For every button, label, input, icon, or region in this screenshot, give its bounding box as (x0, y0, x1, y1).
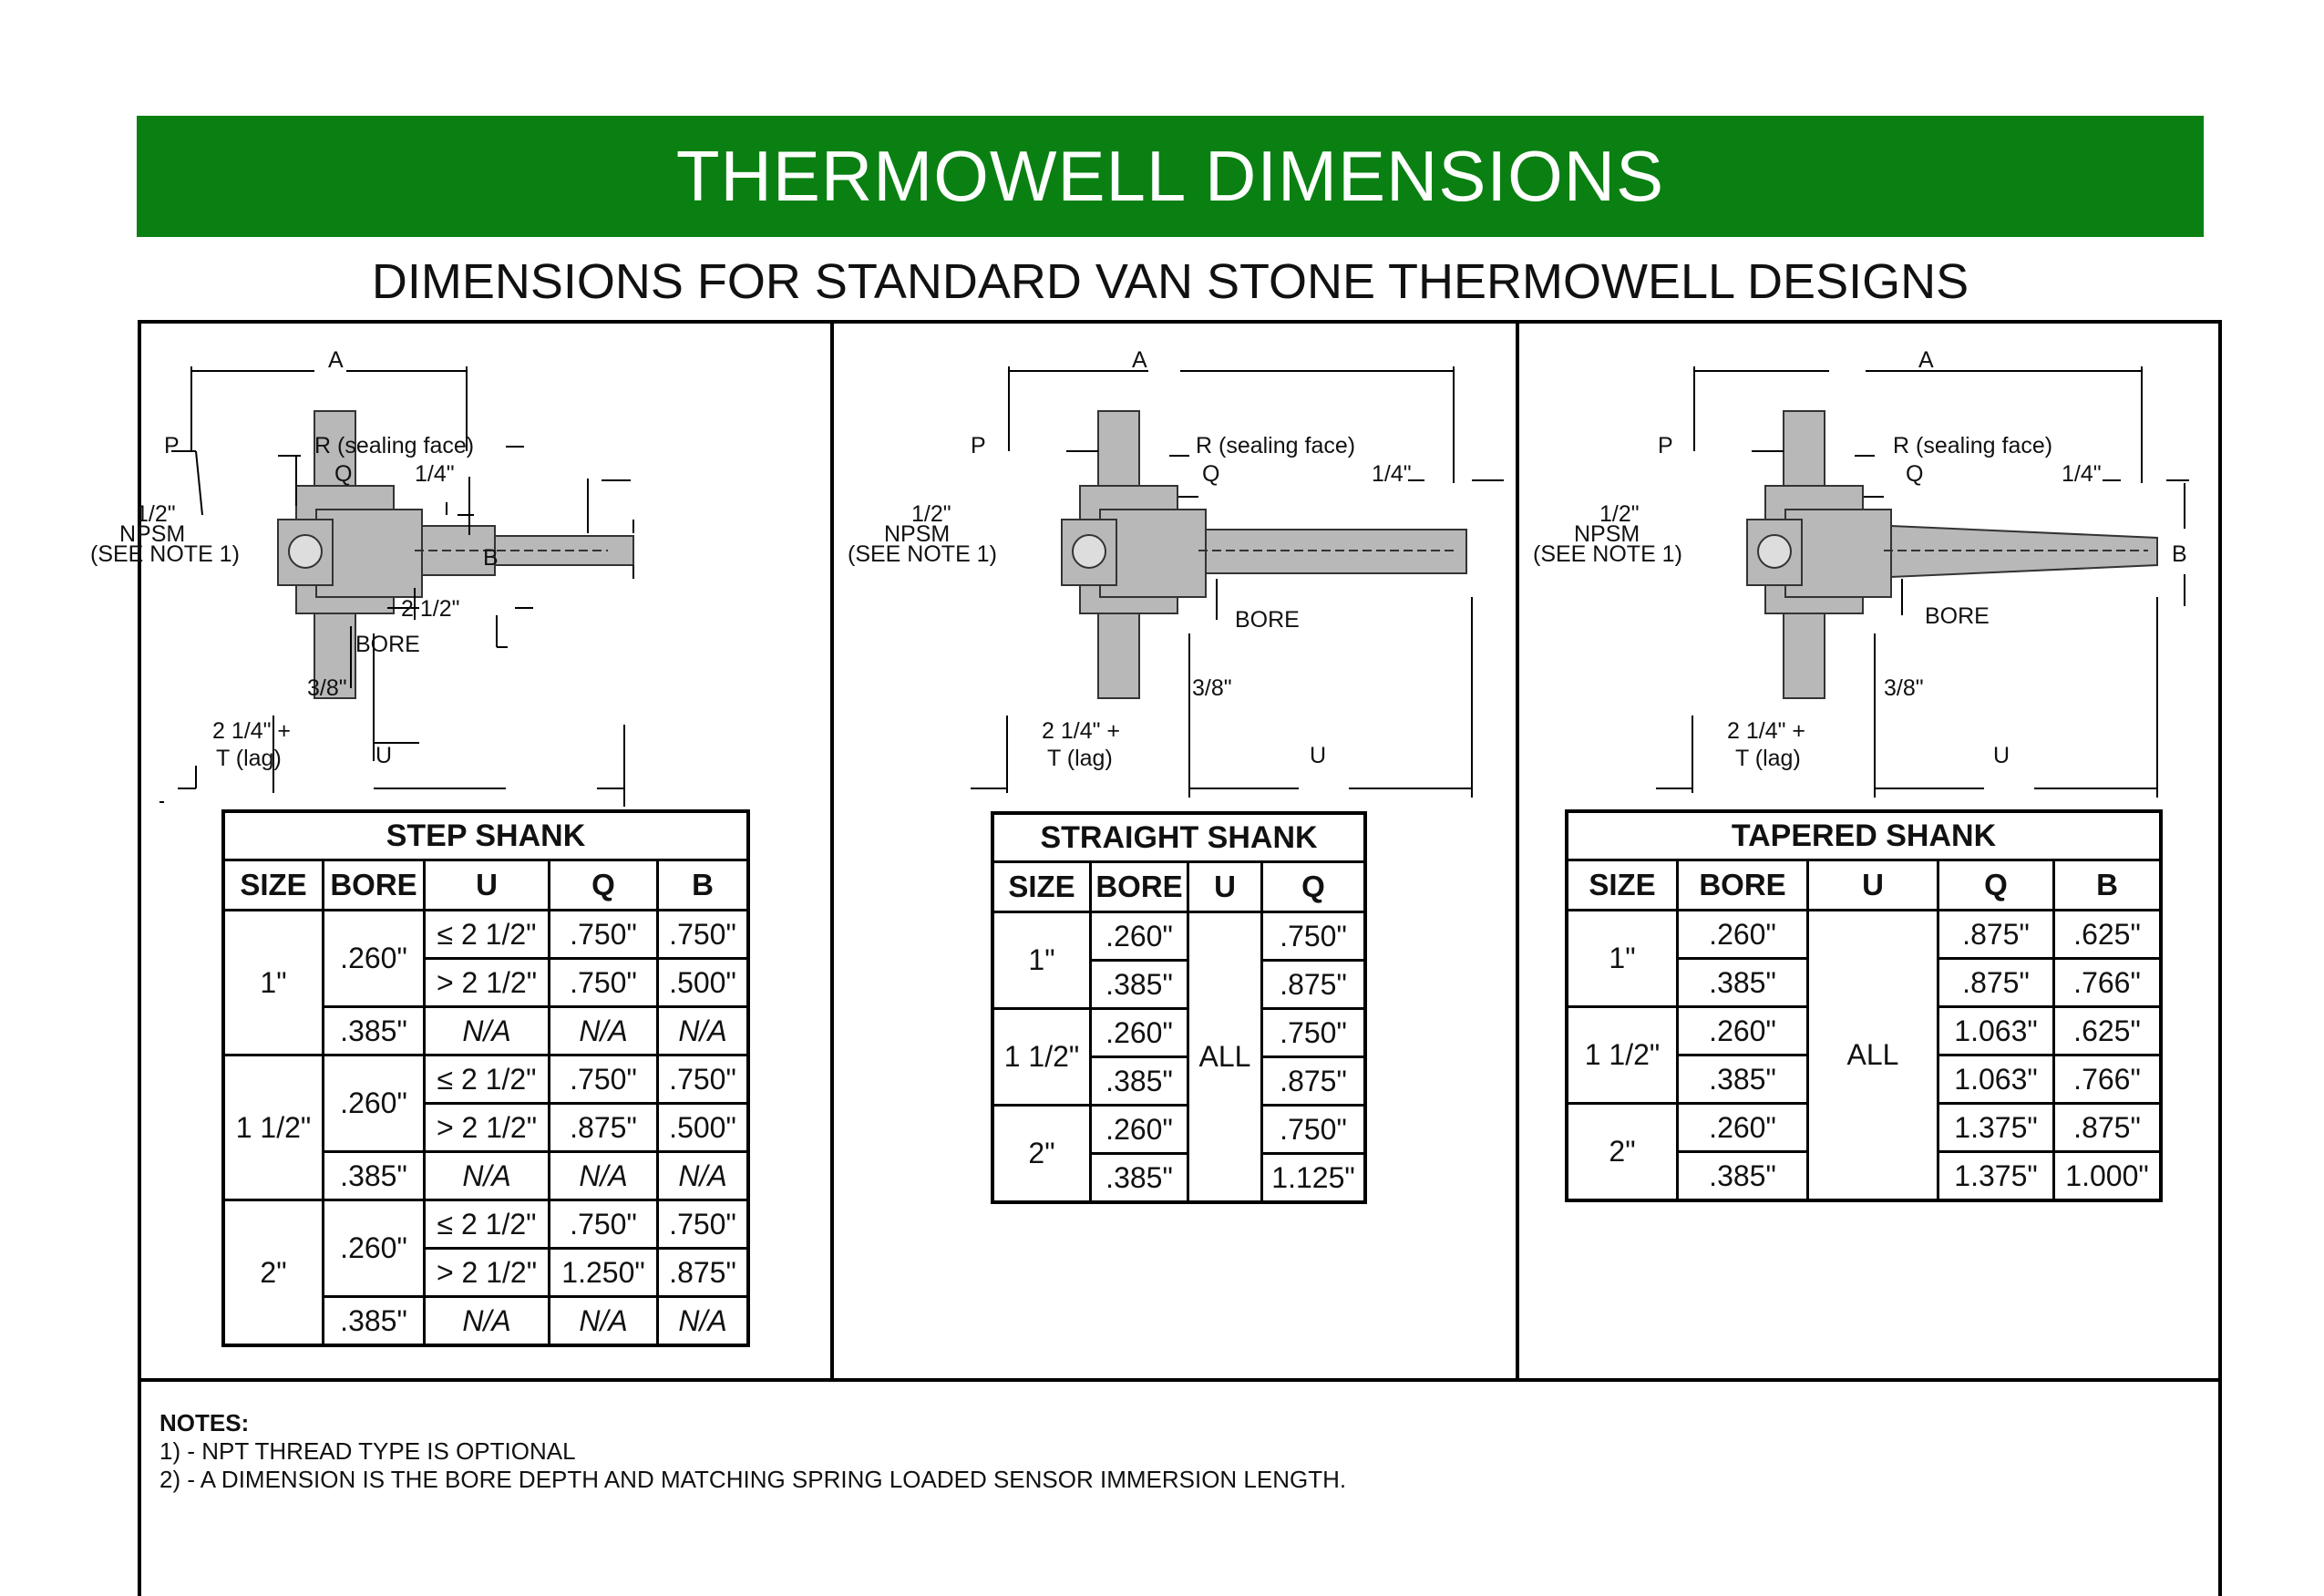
na-cell: N/A (658, 1152, 749, 1200)
q-cell: .750" (1262, 1009, 1366, 1057)
u-cell: > 2 1/2" (425, 959, 550, 1007)
u-all-cell: ALL (1808, 911, 1938, 1201)
thread-icon (1758, 535, 1791, 568)
q-cell: 1.375" (1938, 1104, 2054, 1152)
bore-label: BORE (1235, 607, 1300, 633)
bore-cell: .385" (1091, 1057, 1188, 1106)
u-cell: > 2 1/2" (425, 1104, 550, 1152)
b-cell: .875" (658, 1249, 749, 1297)
npsm-label-1: 1/2" (1599, 501, 1640, 527)
npsm-label-2: NPSM (884, 521, 951, 547)
dim-u-label: U (1993, 743, 2010, 768)
dim-quarter-label: 1/4" (1372, 461, 1412, 487)
bore-cell: .385" (324, 1007, 425, 1055)
dim-r-label: R (sealing face) (1893, 433, 2053, 458)
b-cell: .750" (658, 1200, 749, 1249)
bore-cell: .385" (1678, 959, 1808, 1007)
q-cell: 1.250" (550, 1249, 658, 1297)
q-cell: 1.375" (1938, 1152, 2054, 1201)
bore-cell: .385" (1091, 1154, 1188, 1203)
dim-p-label: P (1658, 433, 1673, 458)
bore-cell: .260" (1678, 1007, 1808, 1055)
na-cell: N/A (550, 1007, 658, 1055)
bore-cell: .260" (1678, 1104, 1808, 1152)
lag-label-2: T (lag) (216, 746, 282, 771)
q-cell: .875" (550, 1104, 658, 1152)
bore-cell: .385" (324, 1297, 425, 1346)
col-header: SIZE (223, 860, 324, 911)
npsm-label-3: (SEE NOTE 1) (1533, 541, 1682, 567)
b-cell: 1.000" (2054, 1152, 2162, 1201)
q-cell: .875" (1938, 911, 2054, 959)
dim-p-label: P (971, 433, 986, 458)
col-header: BORE (1678, 860, 1808, 911)
tapered-shank-drawing (1519, 324, 2222, 779)
b-cell: .766" (2054, 959, 2162, 1007)
dim-u-label: U (1310, 743, 1327, 768)
col-header: Q (550, 860, 658, 911)
title-banner (137, 116, 2204, 237)
npsm-label-3: (SEE NOTE 1) (848, 541, 997, 567)
dim-p-label: P (164, 433, 180, 458)
lag-label-1: 2 1/4" + (212, 718, 292, 744)
dim-a-label: A (328, 347, 344, 373)
col-header: SIZE (992, 862, 1091, 912)
size-cell: 1 1/2" (1567, 1007, 1678, 1104)
npsm-label-3: (SEE NOTE 1) (90, 541, 240, 567)
b-cell: .500" (658, 959, 749, 1007)
u-cell: ≤ 2 1/2" (425, 1200, 550, 1249)
bore-label: BORE (355, 632, 420, 657)
bore-cell: .260" (1091, 1009, 1188, 1057)
q-cell: 1.063" (1938, 1055, 2054, 1104)
b-cell: .500" (658, 1104, 749, 1152)
q-cell: 1.125" (1262, 1154, 1366, 1203)
q-cell: .750" (1262, 912, 1366, 961)
size-cell: 1" (1567, 911, 1678, 1007)
na-cell: N/A (550, 1297, 658, 1346)
lag-label-1: 2 1/4" + (1042, 718, 1121, 744)
q-cell: .750" (1262, 1106, 1366, 1154)
u-cell: ≤ 2 1/2" (425, 911, 550, 959)
table-title: TAPERED SHANK (1567, 811, 2161, 860)
dim-a-label: A (1132, 347, 1147, 373)
col-header: U (1808, 860, 1938, 911)
dim-three-eighth-label: 3/8" (307, 675, 347, 701)
col-header: B (2054, 860, 2162, 911)
size-cell: 1 1/2" (992, 1009, 1091, 1106)
q-cell: .875" (1262, 961, 1366, 1009)
col-header: U (425, 860, 550, 911)
notes-divider (138, 1378, 2222, 1382)
step-shank-table (221, 809, 750, 1347)
bore-cell: .260" (1091, 912, 1188, 961)
q-cell: 1.063" (1938, 1007, 2054, 1055)
size-cell: 2" (1567, 1104, 1678, 1201)
thread-icon (289, 535, 322, 568)
straight-shank-table (991, 811, 1367, 1204)
lag-label-2: T (lag) (1047, 746, 1113, 771)
q-cell: .750" (550, 1055, 658, 1104)
col-header: BORE (1091, 862, 1188, 912)
table-title: STRAIGHT SHANK (992, 813, 1365, 862)
na-cell: N/A (425, 1152, 550, 1200)
col-header: B (658, 860, 749, 911)
dim-q-label: Q (334, 461, 353, 487)
na-cell: N/A (425, 1007, 550, 1055)
q-cell: .750" (550, 959, 658, 1007)
note-item: 2) - A DIMENSION IS THE BORE DEPTH AND MATCHING SPRING LOADED SENSOR IMMERSION LENGTH. (159, 1466, 1347, 1493)
npsm-label-1: 1/2" (136, 501, 176, 527)
b-cell: .625" (2054, 911, 2162, 959)
b-cell: .625" (2054, 1007, 2162, 1055)
bore-cell: .385" (1091, 961, 1188, 1009)
dim-u-label: U (375, 743, 393, 768)
size-cell: 2" (223, 1200, 324, 1346)
dim-a-label: A (1918, 347, 1934, 373)
u-cell: ≤ 2 1/2" (425, 1055, 550, 1104)
size-cell: 2" (992, 1106, 1091, 1203)
dim-r-label: R (sealing face) (1196, 433, 1356, 458)
step-shank-drawing (90, 324, 830, 779)
q-cell: .875" (1262, 1057, 1366, 1106)
size-cell: 1" (992, 912, 1091, 1009)
straight-shank-drawing (834, 324, 1516, 779)
dim-b-label: B (483, 545, 499, 571)
dim-q-label: Q (1202, 461, 1220, 487)
na-cell: N/A (550, 1152, 658, 1200)
page-title: THERMOWELL DIMENSIONS (675, 136, 1665, 216)
tapered-shank-table (1565, 809, 2163, 1202)
bore-cell: .260" (324, 1200, 425, 1297)
bore-cell: .385" (1678, 1055, 1808, 1104)
thread-icon (1073, 535, 1105, 568)
col-header: SIZE (1567, 860, 1678, 911)
b-cell: .875" (2054, 1104, 2162, 1152)
table-title: STEP SHANK (223, 811, 748, 860)
lag-label-1: 2 1/4" + (1727, 718, 1806, 744)
note-item: 1) - NPT THREAD TYPE IS OPTIONAL (159, 1437, 576, 1465)
col-header: BORE (324, 860, 425, 911)
col-header: Q (1262, 862, 1366, 912)
dim-two-half-label: 2 1/2" (401, 596, 460, 622)
npsm-label-1: 1/2" (911, 501, 951, 527)
npsm-label-2: NPSM (119, 521, 186, 547)
b-cell: .750" (658, 911, 749, 959)
dim-q-label: Q (1906, 461, 1924, 487)
dim-three-eighth-label: 3/8" (1192, 675, 1232, 701)
bore-cell: .260" (324, 1055, 425, 1152)
dim-b-label: B (2172, 541, 2187, 567)
q-cell: .875" (1938, 959, 2054, 1007)
size-cell: 1 1/2" (223, 1055, 324, 1200)
bore-cell: .260" (1091, 1106, 1188, 1154)
bore-cell: .385" (1678, 1152, 1808, 1201)
dim-three-eighth-label: 3/8" (1884, 675, 1924, 701)
col-header: U (1188, 862, 1262, 912)
page-subtitle: DIMENSIONS FOR STANDARD VAN STONE THERMOWELL DESIGNS (371, 254, 1969, 309)
na-cell: N/A (658, 1297, 749, 1346)
u-cell: > 2 1/2" (425, 1249, 550, 1297)
dim-r-label: R (sealing face) (314, 433, 475, 458)
na-cell: N/A (658, 1007, 749, 1055)
col-header: Q (1938, 860, 2054, 911)
bore-cell: .260" (1678, 911, 1808, 959)
bore-label: BORE (1925, 603, 1990, 629)
lag-label-2: T (lag) (1735, 746, 1801, 771)
bore-cell: .385" (324, 1152, 425, 1200)
b-cell: .750" (658, 1055, 749, 1104)
q-cell: .750" (550, 1200, 658, 1249)
npsm-label-2: NPSM (1574, 521, 1640, 547)
u-all-cell: ALL (1188, 912, 1262, 1203)
bore-cell: .260" (324, 911, 425, 1007)
q-cell: .750" (550, 911, 658, 959)
dim-quarter-label: 1/4" (415, 461, 455, 487)
notes-section (159, 1409, 1346, 1494)
dim-quarter-label: 1/4" (2062, 461, 2102, 487)
b-cell: .766" (2054, 1055, 2162, 1104)
na-cell: N/A (425, 1297, 550, 1346)
size-cell: 1" (223, 911, 324, 1055)
notes-heading: NOTES: (159, 1409, 250, 1436)
